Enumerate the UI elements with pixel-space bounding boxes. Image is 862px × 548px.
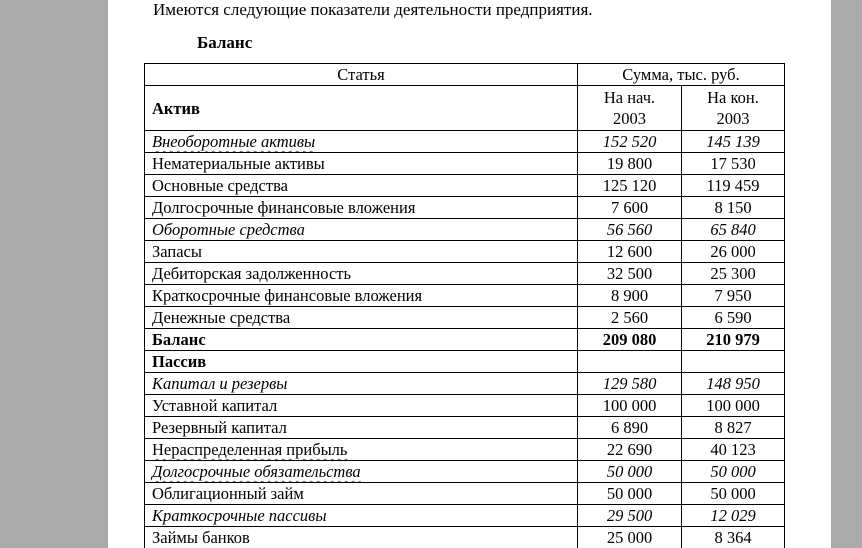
header-end-line2: 2003 (716, 109, 750, 128)
row-label (145, 329, 578, 351)
row-end-value: 145 139 (682, 131, 785, 153)
document-page (108, 0, 831, 548)
table-row (145, 285, 785, 307)
row-label (145, 461, 578, 483)
row-start-value: 25 000 (578, 527, 682, 548)
row-start-value: 50 000 (578, 483, 682, 505)
table-row (145, 505, 785, 527)
row-label-text: Краткосрочные пассивы (152, 506, 327, 525)
header-row-1 (145, 64, 785, 86)
row-start-value: 152 520 (578, 131, 682, 153)
table-row (145, 263, 785, 285)
row-label (145, 197, 578, 219)
row-label-text: Облигационный займ (152, 484, 304, 503)
row-end-value: 26 000 (682, 241, 785, 263)
row-start-value: 29 500 (578, 505, 682, 527)
header-end (682, 86, 785, 131)
table-row (145, 219, 785, 241)
row-start-value: 7 600 (578, 197, 682, 219)
row-end-value: 210 979 (682, 329, 785, 351)
row-label-text: Уставной капитал (152, 396, 278, 415)
row-label (145, 263, 578, 285)
header-start (578, 86, 682, 131)
table-heading: Баланс (197, 33, 253, 52)
header-sum: Сумма, тыс. руб. (578, 64, 785, 86)
row-start-value: 19 800 (578, 153, 682, 175)
row-label-text: Долгосрочные обязательства (152, 462, 361, 481)
row-label-text: Денежные средства (152, 308, 291, 327)
row-label (145, 241, 578, 263)
row-end-value: 40 123 (682, 439, 785, 461)
row-label-text: Внеоборотные активы (152, 132, 316, 151)
table-row (145, 131, 785, 153)
row-end-value: 100 000 (682, 395, 785, 417)
row-label-text: Нематериальные активы (152, 154, 325, 173)
table-row (145, 197, 785, 219)
row-label (145, 373, 578, 395)
row-label-text: Оборотные средства (152, 220, 305, 239)
section-aktiv: Актив (145, 86, 578, 131)
row-label-text: Резервный капитал (152, 418, 287, 437)
row-start-value: 100 000 (578, 395, 682, 417)
row-label-text: Нераспределенная прибыль (152, 440, 348, 459)
row-label (145, 439, 578, 461)
table-row (145, 153, 785, 175)
row-start-value: 56 560 (578, 219, 682, 241)
row-end-value: 148 950 (682, 373, 785, 395)
table-row (145, 241, 785, 263)
row-label-text: Дебиторская задолженность (152, 264, 352, 283)
row-label (145, 505, 578, 527)
row-label-text: Запасы (152, 242, 202, 261)
table-row (145, 351, 785, 373)
row-label (145, 351, 578, 373)
row-label-text: Капитал и резервы (152, 374, 288, 393)
row-label-text: Долгосрочные финансовые вложения (152, 198, 416, 217)
row-label (145, 527, 578, 548)
row-end-value: 8 364 (682, 527, 785, 548)
row-label-text: Займы банков (152, 528, 250, 547)
row-end-value: 8 827 (682, 417, 785, 439)
row-label (145, 483, 578, 505)
row-start-value: 50 000 (578, 461, 682, 483)
row-label (145, 175, 578, 197)
row-label-text: Основные средства (152, 176, 288, 195)
row-end-value (682, 351, 785, 373)
row-start-value: 2 560 (578, 307, 682, 329)
row-end-value: 12 029 (682, 505, 785, 527)
row-end-value: 25 300 (682, 263, 785, 285)
table-row (145, 175, 785, 197)
row-label-text: Краткосрочные финансовые вложения (152, 286, 423, 305)
row-end-value: 65 840 (682, 219, 785, 241)
table-row (145, 527, 785, 548)
row-end-value: 50 000 (682, 483, 785, 505)
table-row (145, 329, 785, 351)
row-label (145, 417, 578, 439)
row-start-value (578, 351, 682, 373)
header-start-line2: 2003 (613, 109, 646, 128)
row-label (145, 395, 578, 417)
row-end-value: 119 459 (682, 175, 785, 197)
row-start-value: 6 890 (578, 417, 682, 439)
header-end-line1: На кон. (707, 88, 759, 107)
table-row (145, 461, 785, 483)
table-row (145, 483, 785, 505)
row-start-value: 8 900 (578, 285, 682, 307)
row-label (145, 219, 578, 241)
table-row (145, 417, 785, 439)
intro-text: Имеются следующие показатели деятельности предприятия. (153, 0, 593, 19)
row-end-value: 6 590 (682, 307, 785, 329)
row-start-value: 12 600 (578, 241, 682, 263)
row-label (145, 307, 578, 329)
row-label-text: Баланс (152, 330, 206, 349)
row-start-value: 125 120 (578, 175, 682, 197)
row-label-text: Пассив (152, 352, 207, 371)
row-label (145, 153, 578, 175)
row-label (145, 131, 578, 153)
balance-table (144, 63, 785, 548)
row-start-value: 22 690 (578, 439, 682, 461)
header-article: Статья (145, 64, 578, 86)
row-end-value: 50 000 (682, 461, 785, 483)
table-row (145, 373, 785, 395)
row-start-value: 129 580 (578, 373, 682, 395)
row-label (145, 285, 578, 307)
row-end-value: 17 530 (682, 153, 785, 175)
table-row (145, 395, 785, 417)
table-row (145, 307, 785, 329)
table-row (145, 439, 785, 461)
header-row-2 (145, 86, 785, 131)
row-end-value: 7 950 (682, 285, 785, 307)
row-end-value: 8 150 (682, 197, 785, 219)
row-start-value: 209 080 (578, 329, 682, 351)
row-start-value: 32 500 (578, 263, 682, 285)
header-start-line1: На нач. (603, 88, 656, 107)
